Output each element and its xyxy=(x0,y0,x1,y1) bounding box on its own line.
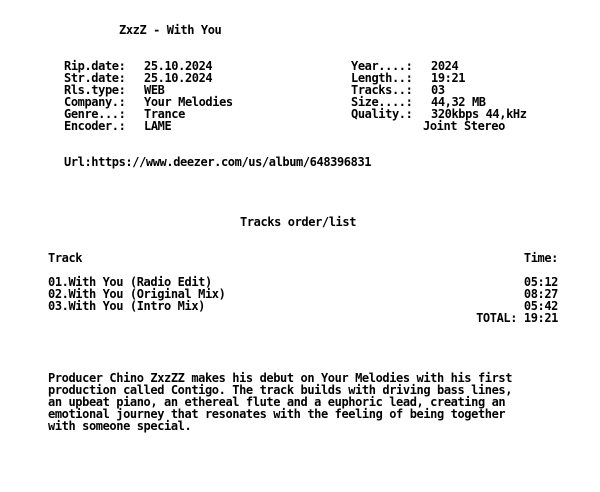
description-line: Producer Chino ZxzZZ makes his debut on Your Melodies with his first xyxy=(48,371,513,385)
column-header-time: Time: xyxy=(523,251,558,265)
info-label: Encoder.: xyxy=(64,119,126,133)
info-value: WEB xyxy=(144,83,165,97)
info-value: 25.10.2024 xyxy=(144,71,213,85)
info-label: Size....: xyxy=(351,95,413,109)
info-label: Str.date: xyxy=(64,71,126,85)
track-time: 05:12 xyxy=(523,275,558,289)
description-line: production called Contigo. The track builds with driving bass lines, xyxy=(48,383,513,397)
release-title: ZxzZ - With You xyxy=(119,23,222,37)
info-quality-extra: Joint Stereo xyxy=(423,119,505,133)
info-label: Rip.date: xyxy=(64,59,126,73)
info-value: 03 xyxy=(431,83,445,97)
tracks-heading: Tracks order/list xyxy=(240,215,357,229)
info-label: Length..: xyxy=(351,71,413,85)
release-description xyxy=(48,372,600,432)
info-value: LAME xyxy=(144,119,172,133)
info-value: 25.10.2024 xyxy=(144,59,213,73)
info-value: 2024 xyxy=(431,59,459,73)
info-label: Genre...: xyxy=(64,107,126,121)
column-header-track: Track xyxy=(48,251,83,265)
info-value: 19:21 xyxy=(431,71,466,85)
track-name: 02.With You (Original Mix) xyxy=(48,287,226,301)
total-time: TOTAL: 19:21 xyxy=(476,311,558,325)
track-name: 03.With You (Intro Mix) xyxy=(48,299,205,313)
info-value: 320kbps 44,kHz xyxy=(431,107,527,121)
info-label: Year....: xyxy=(351,59,413,73)
info-label: Tracks..: xyxy=(351,83,413,97)
info-value: Trance xyxy=(144,107,185,121)
info-label: Company.: xyxy=(64,95,126,109)
release-url: Url:https://www.deezer.com/us/album/648396831 xyxy=(64,155,372,169)
description-line: emotional journey that resonates with the feeling of being together xyxy=(48,407,506,421)
info-label: Rls.type: xyxy=(64,83,126,97)
track-time: 05:42 xyxy=(523,299,558,313)
track-time: 08:27 xyxy=(523,287,558,301)
description-line: an upbeat piano, an ethereal flute and a euphoric lead, creating an xyxy=(48,395,506,409)
info-label: Quality.: xyxy=(351,107,413,121)
info-value: 44,32 MB xyxy=(431,95,486,109)
info-value: Your Melodies xyxy=(144,95,233,109)
info-encoder xyxy=(64,120,171,132)
track-name: 01.With You (Radio Edit) xyxy=(48,275,212,289)
description-line: with someone special. xyxy=(48,419,192,433)
